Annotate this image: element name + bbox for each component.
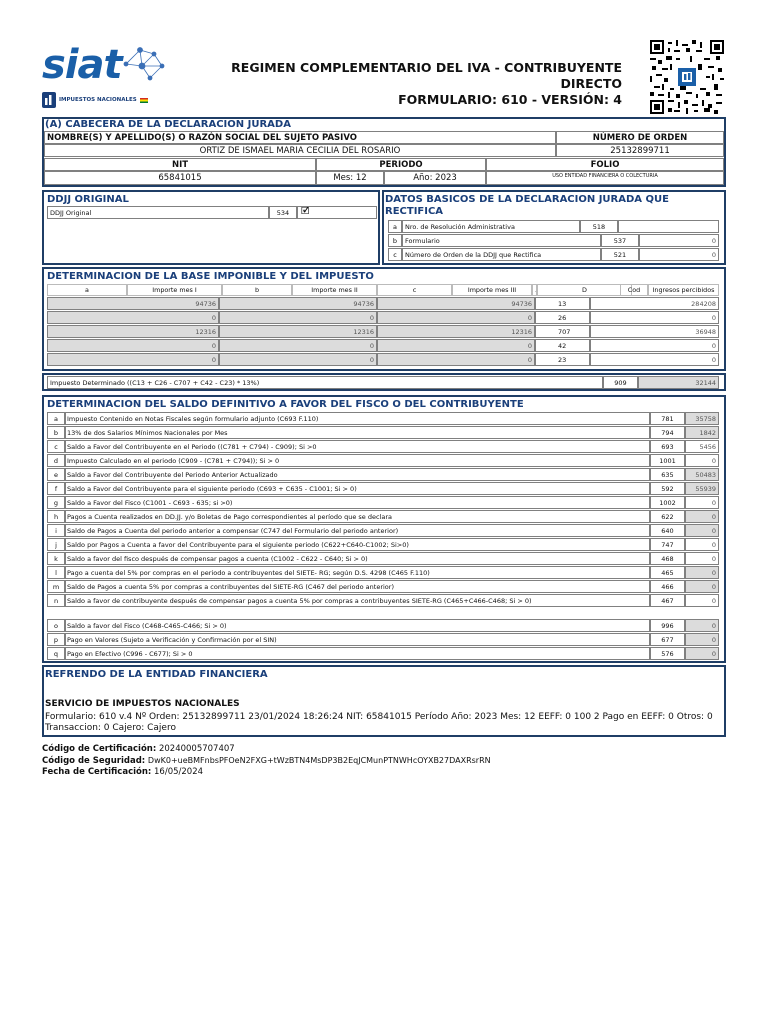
saldo-row-value: 0 <box>685 538 719 551</box>
saldo-row-i <box>47 524 719 537</box>
saldo-row-g <box>47 496 719 509</box>
saldo-row-value: 0 <box>685 552 719 565</box>
refrendo-line1: Formulario: 610 v.4 Nº Orden: 25132899711 23/01/2024 18:26:24 NIT: 65841015 Período Año: 2023 Mes: 12 EEFF: 0 100 2 Pago en EEFF: 0 Otros: 0 <box>45 712 713 722</box>
base-ingresos: 0 <box>590 353 719 366</box>
saldo-row-value: 0 <box>685 566 719 579</box>
saldo-row-letter: d <box>47 454 65 467</box>
name-value: ORTIZ DE ISMAEL MARIA CECILIA DEL ROSARIO <box>44 144 556 157</box>
saldo-row-desc: Saldo a favor del Fisco (C468-C465-C466; Si > 0) <box>65 619 650 632</box>
base-mes1: 12316 <box>47 325 219 338</box>
security-code <box>42 756 491 766</box>
ddjj-title: DDJJ ORIGINAL <box>47 194 129 205</box>
saldo-row-c <box>47 440 719 453</box>
logo-subtitle <box>42 92 148 108</box>
base-code: 26 <box>535 311 590 324</box>
saldo-row-desc: Saldo a Favor del Fisco (C1001 - C693 - 635; si >0) <box>65 496 650 509</box>
base-code: 707 <box>535 325 590 338</box>
saldo-row-letter: j <box>47 538 65 551</box>
base-col-i3: Importe mes III <box>452 284 532 296</box>
datos-row-desc: Nro. de Resolución Administrativa <box>402 220 580 233</box>
saldo-row-code: 640 <box>650 524 685 537</box>
saldo-row-letter: g <box>47 496 65 509</box>
saldo-row-desc: Saldo a favor del fisco después de compensar pagos a cuenta (C1002 - C622 - C640; Si > 0) <box>65 552 650 565</box>
saldo-row-letter: h <box>47 510 65 523</box>
base-mes2: 12316 <box>219 325 377 338</box>
saldo-row-code: 996 <box>650 619 685 632</box>
saldo-row-code: 1002 <box>650 496 685 509</box>
seg-label: Código de Seguridad: <box>42 756 146 766</box>
saldo-row-desc: Impuesto Contenido en Notas Fiscales según formulario adjunto (C693 F.110) <box>65 412 650 425</box>
saldo-row-letter: p <box>47 633 65 646</box>
base-title: DETERMINACION DE LA BASE IMPONIBLE Y DEL IMPUESTO <box>47 271 374 282</box>
impuestos-icon <box>42 92 56 108</box>
base-col-b: b <box>222 284 292 296</box>
cert-code <box>42 744 235 754</box>
cert-date <box>42 767 203 777</box>
order-value: 25132899711 <box>556 144 724 157</box>
base-mes3: 94736 <box>377 297 535 310</box>
base-mes2: 0 <box>219 339 377 352</box>
nit-label: NIT <box>44 158 316 171</box>
saldo-row-desc: Pago en Efectivo (C996 - C677); Si > 0 <box>65 647 650 660</box>
network-icon <box>122 44 166 84</box>
saldo-row-f <box>47 482 719 495</box>
saldo-row-code: 677 <box>650 633 685 646</box>
saldo-row-value: 5456 <box>685 440 719 453</box>
impuesto-code: 909 <box>603 376 638 389</box>
fecha-label: Fecha de Certificación: <box>42 767 152 777</box>
folio-note-text: USO ENTIDAD FINANCIERA O COLECTURIA <box>552 173 658 179</box>
saldo-row-code: 592 <box>650 482 685 495</box>
base-mes3: 0 <box>377 353 535 366</box>
datos-row-value: 0 <box>639 234 719 247</box>
base-code: 23 <box>535 353 590 366</box>
saldo-row-desc: Pagos a Cuenta realizados en DD.JJ. y/o Boletas de Pago correspondientes al período que se declara <box>65 510 650 523</box>
fecha-value: 16/05/2024 <box>154 767 204 777</box>
saldo-row-code: 576 <box>650 647 685 660</box>
saldo-row-j <box>47 538 719 551</box>
base-mes2: 94736 <box>219 297 377 310</box>
page-title <box>180 60 622 108</box>
impuesto-value: 32144 <box>638 376 719 389</box>
logo-sub-text: IMPUESTOS NACIONALES <box>59 97 137 103</box>
folio-label: FOLIO <box>486 158 724 171</box>
datos-row-letter: c <box>388 248 402 261</box>
saldo-row-desc: Pago a cuenta del 5% por compras en el periodo a contribuyentes del SIETE- RG; según D.S. 4298 (C465 F.110) <box>65 566 650 579</box>
saldo-row-code: 622 <box>650 510 685 523</box>
cert-value: 20240005707407 <box>158 744 235 754</box>
datos-title: DATOS BASICOS DE LA DECLARACION JURADA QUE RECTIFICA <box>385 194 669 217</box>
nit-value: 65841015 <box>44 171 316 185</box>
base-mes3: 0 <box>377 339 535 352</box>
saldo-row-value: 0 <box>685 510 719 523</box>
saldo-row-value: 50483 <box>685 468 719 481</box>
saldo-row-value: 0 <box>685 594 719 607</box>
saldo-row-letter: e <box>47 468 65 481</box>
flag-icon <box>140 98 148 103</box>
saldo-row-q <box>47 647 719 660</box>
base-mes1: 94736 <box>47 297 219 310</box>
mes-value: Mes: 12 <box>316 171 384 185</box>
qr-code-icon <box>650 40 724 114</box>
datos-row-desc: Formulario <box>402 234 601 247</box>
datos-row-desc: Número de Orden de la DDJJ que Rectifica <box>402 248 601 261</box>
base-code: 42 <box>535 339 590 352</box>
saldo-row-o <box>47 619 719 632</box>
ddjj-code: 534 <box>269 206 297 219</box>
saldo-row-desc: Saldo de Pagos a Cuenta del periodo anterior a compensar (C747 del Formulario del periodo anterior) <box>65 524 650 537</box>
saldo-row-letter: b <box>47 426 65 439</box>
folio-note <box>486 171 724 185</box>
base-col-a: a <box>47 284 127 296</box>
base-col-d: D <box>537 284 632 296</box>
section-a-title: (A) CABECERA DE LA DECLARACION JURADA <box>45 119 291 130</box>
saldo-row-a <box>47 412 719 425</box>
periodo-label: PERIODO <box>316 158 486 171</box>
saldo-row-value: 35758 <box>685 412 719 425</box>
saldo-row-n <box>47 594 719 607</box>
saldo-row-desc: Impuesto Calculado en el periodo (C909 - (C781 + C794)); Si > 0 <box>65 454 650 467</box>
datos-row-letter: b <box>388 234 402 247</box>
saldo-row-letter: m <box>47 580 65 593</box>
saldo-row-letter: a <box>47 412 65 425</box>
saldo-row-letter: k <box>47 552 65 565</box>
saldo-row-desc: Saldo por Pagos a Cuenta a favor del Contribuyente para el siguiente periodo (C622+C640-C1002; Si>0) <box>65 538 650 551</box>
datos-row-code: 537 <box>601 234 639 247</box>
saldo-row-b <box>47 426 719 439</box>
saldo-row-value: 0 <box>685 619 719 632</box>
base-col-cod: Cod <box>620 284 648 296</box>
ddjj-label: DDJJ Original <box>47 206 269 219</box>
saldo-row-desc: Saldo de Pagos a cuenta 5% por compras a contribuyentes del SIETE-RG (C467 del periodo anterior) <box>65 580 650 593</box>
refrendo-org: SERVICIO DE IMPUESTOS NACIONALES <box>45 699 240 709</box>
base-mes1: 0 <box>47 339 219 352</box>
cert-label: Código de Certificación: <box>42 744 157 754</box>
base-col-i1: Importe mes I <box>127 284 222 296</box>
saldo-row-desc: Saldo a Favor del Contribuyente para el siguiente periodo (C693 + C635 - C1001; Si > 0) <box>65 482 650 495</box>
base-mes2: 0 <box>219 353 377 366</box>
saldo-row-code: 794 <box>650 426 685 439</box>
base-mes1: 0 <box>47 353 219 366</box>
name-label: NOMBRE(S) Y APELLIDO(S) O RAZÓN SOCIAL DEL SUJETO PASIVO <box>44 131 556 144</box>
ddjj-checkbox[interactable] <box>297 206 377 219</box>
anio-value: Año: 2023 <box>384 171 486 185</box>
saldo-row-d <box>47 454 719 467</box>
saldo-title: DETERMINACION DEL SALDO DEFINITIVO A FAVOR DEL FISCO O DEL CONTRIBUYENTE <box>47 399 524 410</box>
saldo-row-value: 0 <box>685 580 719 593</box>
saldo-row-code: 747 <box>650 538 685 551</box>
saldo-row-value: 0 <box>685 454 719 467</box>
saldo-row-letter: l <box>47 566 65 579</box>
saldo-row-letter: n <box>47 594 65 607</box>
base-col-dot: . <box>532 284 537 296</box>
refrendo-title: REFRENDO DE LA ENTIDAD FINANCIERA <box>45 669 268 680</box>
base-ingresos: 0 <box>590 311 719 324</box>
base-code: 13 <box>535 297 590 310</box>
saldo-row-desc: Saldo a favor de contribuyente después de compensar pagos a cuenta 5% por compras a contribuyentes SIETE-RG (C465+C466-C468; Si > 0) <box>65 594 650 607</box>
title-line-2: FORMULARIO: 610 - VERSIÓN: 4 <box>398 92 622 107</box>
saldo-row-p <box>47 633 719 646</box>
base-ingresos: 0 <box>590 339 719 352</box>
datos-row-value <box>618 220 719 233</box>
impuesto-label: Impuesto Determinado ((C13 + C26 - C707 + C42 - C23) * 13%) <box>47 376 603 389</box>
saldo-row-code: 468 <box>650 552 685 565</box>
saldo-row-value: 1842 <box>685 426 719 439</box>
saldo-row-m <box>47 580 719 593</box>
saldo-row-code: 467 <box>650 594 685 607</box>
datos-row-code: 518 <box>580 220 618 233</box>
saldo-row-code: 465 <box>650 566 685 579</box>
saldo-row-k <box>47 552 719 565</box>
base-ingresos: 284208 <box>590 297 719 310</box>
saldo-row-l <box>47 566 719 579</box>
saldo-row-desc: Pago en Valores (Sujeto a Verificación y Confirmación por el SIN) <box>65 633 650 646</box>
saldo-row-letter: i <box>47 524 65 537</box>
saldo-row-value: 55939 <box>685 482 719 495</box>
saldo-row-code: 1001 <box>650 454 685 467</box>
checkbox-checked-icon: 🗹 <box>301 206 310 217</box>
datos-row-code: 521 <box>601 248 639 261</box>
saldo-row-value: 0 <box>685 524 719 537</box>
base-mes1: 0 <box>47 311 219 324</box>
refrendo-line2: Transaccion: 0 Cajero: Cajero <box>45 723 176 733</box>
saldo-row-code: 635 <box>650 468 685 481</box>
saldo-row-desc: Saldo a Favor del Contribuyente en el Periodo ((C781 + C794) - C909); Si >0 <box>65 440 650 453</box>
base-col-ing: Ingresos percibidos <box>648 284 719 296</box>
base-col-i2: Importe mes II <box>292 284 377 296</box>
base-ingresos: 36948 <box>590 325 719 338</box>
saldo-row-value: 0 <box>685 633 719 646</box>
saldo-row-letter: q <box>47 647 65 660</box>
order-label: NÚMERO DE ORDEN <box>556 131 724 144</box>
saldo-row-code: 693 <box>650 440 685 453</box>
saldo-row-letter: o <box>47 619 65 632</box>
saldo-row-letter: f <box>47 482 65 495</box>
title-line-1: REGIMEN COMPLEMENTARIO DEL IVA - CONTRIBUYENTE DIRECTO <box>231 60 622 91</box>
base-mes3: 12316 <box>377 325 535 338</box>
saldo-row-value: 0 <box>685 647 719 660</box>
siat-logo <box>42 42 167 112</box>
saldo-row-letter: c <box>47 440 65 453</box>
base-col-c: c <box>377 284 452 296</box>
seg-value: DwK0+ueBMFnbsPFOeN2FXG+tWzBTN4MsDP3B2EqJCMunPTNWHcOYXB27DAXRsrRN <box>147 756 491 765</box>
datos-row-value: 0 <box>639 248 719 261</box>
saldo-row-value: 0 <box>685 496 719 509</box>
base-mes3: 0 <box>377 311 535 324</box>
saldo-row-code: 466 <box>650 580 685 593</box>
datos-row-letter: a <box>388 220 402 233</box>
base-mes2: 0 <box>219 311 377 324</box>
saldo-row-desc: Saldo a Favor del Contribuyente del Periodo Anterior Actualizado <box>65 468 650 481</box>
saldo-row-code: 781 <box>650 412 685 425</box>
refrendo-section <box>42 665 726 737</box>
logo-text: siat <box>42 42 122 88</box>
saldo-row-desc: 13% de dos Salarios Mínimos Nacionales por Mes <box>65 426 650 439</box>
saldo-row-h <box>47 510 719 523</box>
saldo-row-e <box>47 468 719 481</box>
ddjj-original-section <box>42 190 380 265</box>
